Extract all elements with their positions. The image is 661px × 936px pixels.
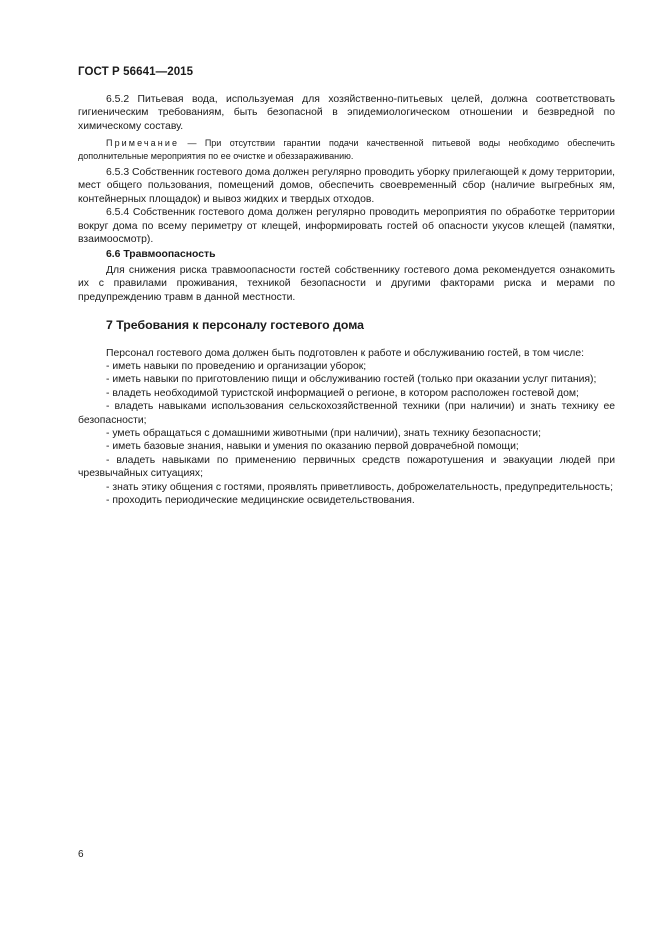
note-lead: Примечание xyxy=(106,138,180,149)
paragraph-6-5-2: 6.5.2 Питьевая вода, используемая для хозяйственно-питьевых целей, должна соответствовать гигиеническим требованиям, быть безопасной в эпидемиологическом отношении и безвредной по химическому составу. xyxy=(78,94,615,132)
list-item: - владеть навыками использования сельскохозяйственной техники (при наличии) и знать технику ее безопасности; xyxy=(78,401,615,426)
list-item: - уметь обращаться с домашними животными (при наличии), знать технику безопасности; xyxy=(106,427,541,439)
page-number: 6 xyxy=(78,849,84,860)
list-item: - иметь базовые знания, навыки и умения по оказанию первой доврачебной помощи; xyxy=(106,441,519,453)
paragraph-6-5-4: 6.5.4 Собственник гостевого дома должен регулярно проводить мероприятия по обработке территории вокруг дома по всему периметру от клещей, информировать гостей об опасности укусов клещей (памятки, взаимоосмотр). xyxy=(78,207,615,246)
list-item: - проходить периодические медицинские освидетельствования. xyxy=(106,494,415,506)
subsection-heading-6-6: 6.6 Травмоопасность xyxy=(106,249,216,261)
list-item: - знать этику общения с гостями, проявлять приветливость, доброжелательность, предупредительность; xyxy=(106,481,613,493)
list-item: - владеть навыками по применению первичных средств пожаротушения и эвакуации людей при чрезвычайных ситуациях; xyxy=(78,454,615,480)
note-text: — При отсутствии гарантии подачи качественной питьевой воды необходимо обеспечить дополнительные мероприятия по ее очистке и обеззараживанию. xyxy=(78,138,615,161)
paragraph-7-intro: Персонал гостевого дома должен быть подготовлен к работе и обслуживанию гостей, в том числе: xyxy=(106,347,584,359)
document-body xyxy=(78,93,615,507)
list-item: - иметь навыки по приготовлению пищи и обслуживанию гостей (только при оказании услуг питания); xyxy=(106,374,597,386)
list-item: - иметь навыки по проведению и организации уборок; xyxy=(106,360,367,372)
paragraph-6-6: Для снижения риска травмоопасности гостей собственнику гостевого дома рекомендуется ознакомить их с правилами проживания, техникой безопасности и другими факторами риска и мерами по предупреждению травм в данной местности. xyxy=(78,264,615,303)
section-heading-7: 7 Требования к персоналу гостевого дома xyxy=(106,318,365,333)
paragraph-6-5-3: 6.5.3 Собственник гостевого дома должен регулярно проводить уборку прилегающей к дому территории, мест общего пользования, помещений домов, обеспечить своевременный сбор (наличие выгребных ям, контейнерных площадок) и вывоз жидких и твердых отходов. xyxy=(78,167,616,205)
note-paragraph xyxy=(78,137,615,162)
document-header: ГОСТ Р 56641—2015 xyxy=(78,66,194,78)
list-item: - владеть необходимой туристской информацией о регионе, в котором расположен гостевой дом; xyxy=(106,387,579,399)
